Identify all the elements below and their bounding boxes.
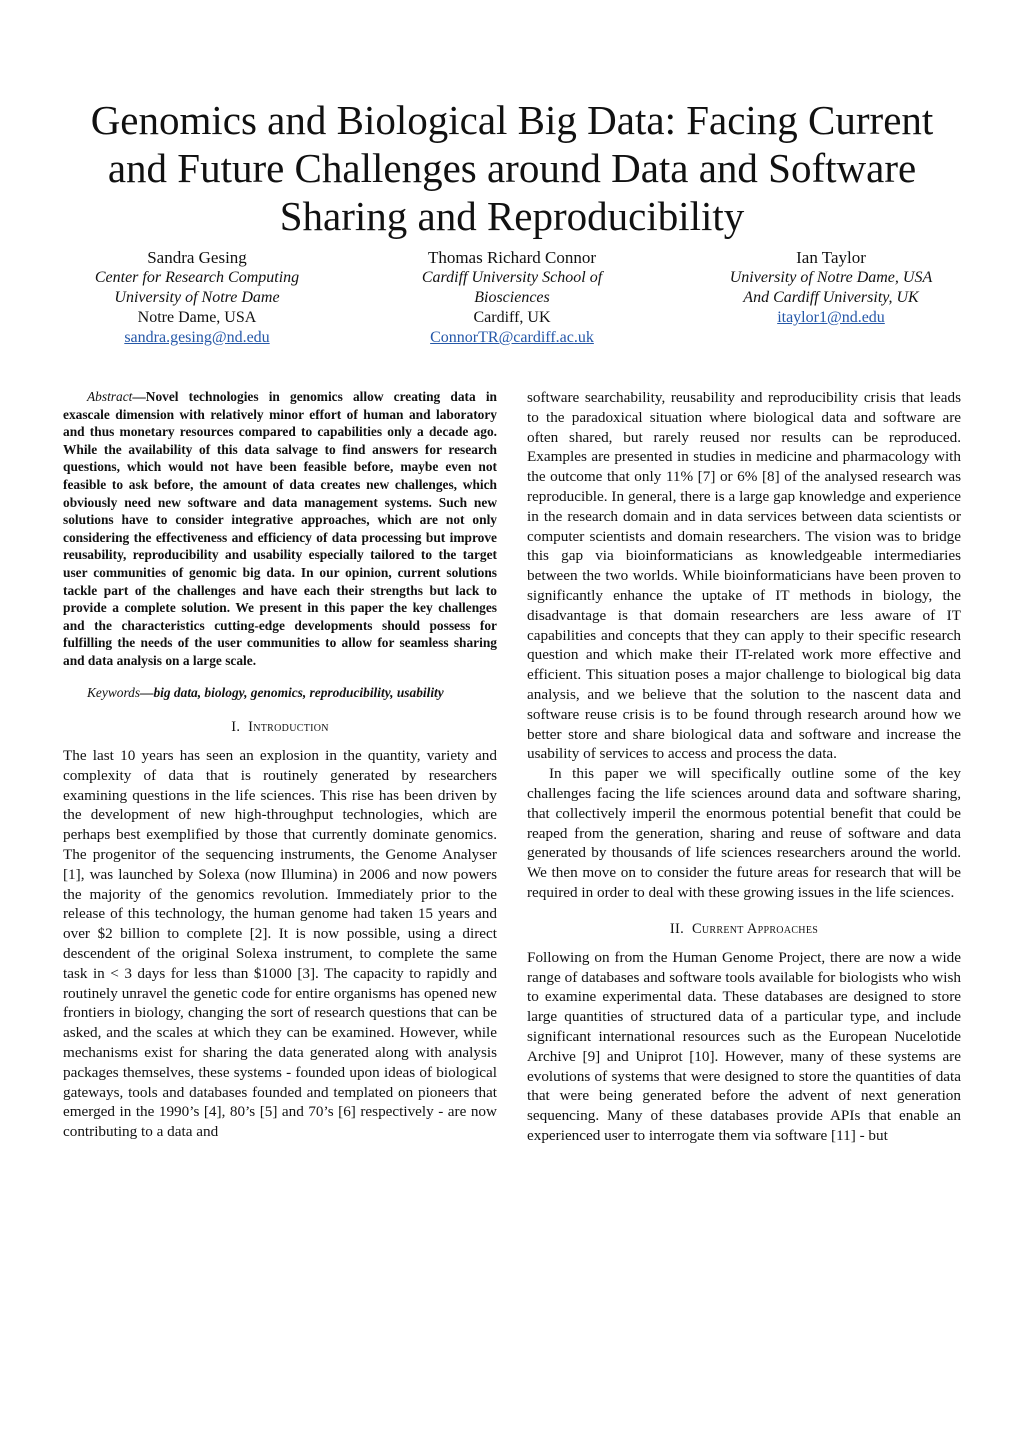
keywords-text: —big data, biology, genomics, reproducibility, usability [140,684,444,700]
section-heading-introduction [63,719,497,736]
author-email-link[interactable]: ConnorTR@cardiff.ac.uk [430,329,594,346]
author-email-link[interactable]: itaylor1@nd.edu [777,309,885,326]
section-title: Introduction [248,719,329,736]
author-location: Cardiff, UK [473,309,551,326]
author-affiliation: University of Notre Dame, USA [729,269,933,286]
author-block-taylor [681,248,981,328]
keywords-label: Keywords [87,684,141,700]
abstract-label: Abstract [87,389,133,404]
author-location: Notre Dame, USA [137,309,257,326]
author-affiliation: And Cardiff University, UK [743,289,919,306]
author-name: Ian Taylor [796,248,866,267]
right-column [527,388,961,1146]
section-title: Current Approaches [691,920,819,937]
paper-title: Genomics and Biological Big Data: Facing Current and Future Challenges around Data and Software Sharing and Reproducibility [90,97,934,239]
keywords [63,684,497,702]
author-affiliation: Center for Research Computing [94,269,300,286]
abstract-text: —Novel technologies in genomics allow creating data in exascale dimension with relatively minor effort of human and laboratory and thus monetary resources compared to capabilities only a decade ago. While the availability of this data salvage to find answers for research questions, which would not have been feasible before, maybe even not feasible to ask before, the amount of data creates new challenges, which obviously need new software and data management systems. Such new solutions have to consider integrative approaches, which are not only considering the effectiveness and efficiency of data processing but improve reusability, reproducibility and usability especially tailored to the target user communities of genomic big data. In our opinion, current solutions tackle part of the challenges and have each their strengths but lack to provide a complete solution. We present in this paper the key challenges and the characteristics cutting-edge developments should possess for fulfilling the needs of the user communities to allow for seamless sharing and data analysis on a large scale. [63,389,497,668]
approaches-paragraph-1: Following on from the Human Genome Project, there are now a wide range of databases and software tools available for biologists who wish to examine experimental data. These databases are designed to store large quantities of structured data of a particular type, and include significant international resources such as the European Nucelotide Archive [9] and Uniprot [10]. However, many of these systems are evolutions of systems that were designed to store the quantities of data that were being generated before the advent of next generation sequencing. Many of these databases provide APIs that enable an experienced user to interrogate them via software [11] - but [527,948,961,1144]
author-affiliation: Cardiff University School of [421,269,603,286]
author-affiliation: Biosciences [474,289,550,306]
intro-paragraph-1: The last 10 years has seen an explosion in the quantity, variety and complexity of data that is routinely generated by researchers examining questions in the life sciences. This rise has been driven by the development of new high-throughput technologies, which are perhaps best exemplified by those that currently dominate genomics. The progenitor of the sequencing instruments, the Genome Analyser [1], was launched by Solexa (now Illumina) in 2006 and now powers the majority of the genomics revolution. Immediately prior to the release of this technology, the human genome had taken 15 years and over $2 billion to complete [2]. It is now possible, using a direct descendent of the original Solexa instrument, to complete the same task in < 3 days for less than $1000 [3]. The capacity to rapidly and routinely unravel the genetic code for entire organisms has opened new frontiers in biology, changing the sort of research questions that can be asked, and the scales at which they can be examined. However, while mechanisms exist for sharing the data generated along with analysis packages themselves, these systems - founded upon ideas of biological gateways, tools and databases founded and templated on pioneers that emerged in the 1990’s [4], 80’s [5] and 70’s [6] respectively - are now contributing to a data and [63,747,497,1141]
section-number: I. [231,719,241,736]
author-name: Sandra Gesing [147,248,247,267]
author-affiliation: University of Notre Dame [114,289,280,306]
abstract [63,388,497,670]
intro-paragraph-1-continued: software searchability, reusability and reproducibility crisis that leads to the paradoxical situation where biological data and software are often shared, but rarely reused nor results can be reproduced. Examples are presented in studies in medicine and pharmacology with the outcome that only 11% [7] or 6% [8] of the analysed research was reproducible. In general, there is a large gap knowledge and experience in the research domain and in data services between data scientists or computer scientists and domain researchers. The vision was to bridge this gap via bioinformaticians as knowledgeable intermediaries between the two worlds. While bioinformaticians have been proven to significantly enhance the uptake of IT methods in biology, the disadvantage is that domain researchers are less aware of IT capabilities and concepts that they can apply to their specific research question and which make their IT-related work more effective and efficient. This situation poses a major challenge to biological big data analysis, and we believe that the solution to the nascent data and software reuse crisis is to be found through research around how we better store and share biological data and software and increase the usability of services to access and process the data. [527,389,961,763]
author-email-link[interactable]: sandra.gesing@nd.edu [124,329,270,346]
section-number: II. [669,920,685,937]
author-block-gesing [47,248,347,348]
left-column [63,388,497,1142]
section-heading-current-approaches [527,921,961,938]
author-block-connor [362,248,662,348]
intro-paragraph-2: In this paper we will specifically outline some of the key challenges facing the life sciences around data and software sharing, that collectively imperil the enormous potential benefit that could be reaped from the generation, sharing and reuse of software and data generated by thousands of life sciences researchers around the world. We then move on to consider the future areas for research that will be required in order to deal with these growing issues in the life sciences. [527,765,961,901]
author-name: Thomas Richard Connor [427,248,597,267]
